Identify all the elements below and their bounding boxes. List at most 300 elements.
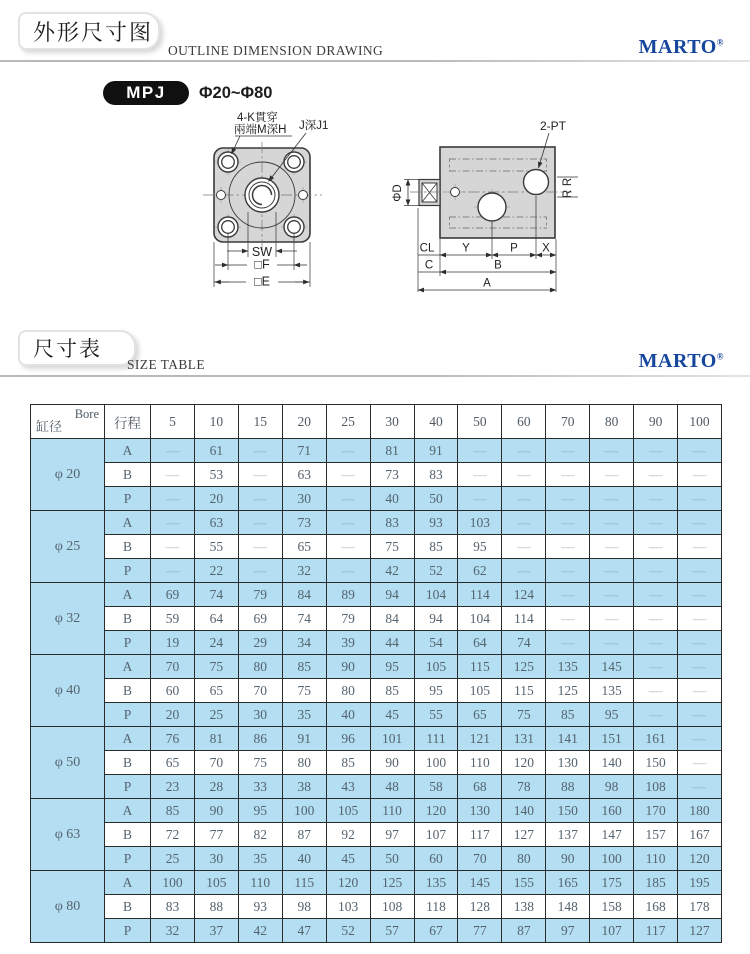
dim-value: 82 bbox=[238, 823, 282, 847]
dim-value: — bbox=[634, 631, 678, 655]
header-divider bbox=[0, 60, 750, 62]
dim-value: — bbox=[502, 535, 546, 559]
dim-row-P bbox=[31, 487, 722, 511]
dimension-drawings bbox=[0, 100, 750, 315]
label-j-depth: J深J1 bbox=[299, 120, 329, 132]
dim-value: 58 bbox=[414, 775, 458, 799]
brand-text: MARTO bbox=[638, 36, 717, 58]
size-table-subtitle: SIZE TABLE bbox=[127, 357, 206, 372]
dim-value: 150 bbox=[546, 799, 590, 823]
dim-row-B bbox=[31, 607, 722, 631]
registered-mark: ® bbox=[716, 37, 724, 48]
dim-value: 83 bbox=[151, 895, 195, 919]
dim-value: 28 bbox=[194, 775, 238, 799]
dim-value: — bbox=[546, 463, 590, 487]
dim-value: 125 bbox=[546, 679, 590, 703]
dim-value: 35 bbox=[282, 703, 326, 727]
dim-value: 135 bbox=[546, 655, 590, 679]
dim-value: 120 bbox=[678, 847, 722, 871]
dim-value: 127 bbox=[678, 919, 722, 943]
dim-value: — bbox=[590, 439, 634, 463]
dim-value: 84 bbox=[370, 607, 414, 631]
dim-label: A bbox=[105, 439, 151, 463]
dim-value: 89 bbox=[326, 583, 370, 607]
dim-value: 81 bbox=[194, 727, 238, 751]
outline-subtitle: OUTLINE DIMENSION DRAWING bbox=[168, 43, 384, 58]
dim-value: — bbox=[590, 463, 634, 487]
dim-value: 137 bbox=[546, 823, 590, 847]
dim-value: 64 bbox=[194, 607, 238, 631]
dim-value: 70 bbox=[238, 679, 282, 703]
dim-label: B bbox=[105, 679, 151, 703]
dim-value: — bbox=[678, 679, 722, 703]
dim-value: 90 bbox=[370, 751, 414, 775]
dim-label: B bbox=[105, 463, 151, 487]
dim-label: A bbox=[105, 799, 151, 823]
dim-value: — bbox=[634, 439, 678, 463]
dim-row-B bbox=[31, 463, 722, 487]
dim-value: 131 bbox=[502, 727, 546, 751]
stroke-col-15: 15 bbox=[238, 405, 282, 439]
dim-value: 30 bbox=[282, 487, 326, 511]
stroke-col-90: 90 bbox=[634, 405, 678, 439]
dim-value: 64 bbox=[458, 631, 502, 655]
dim-row-P bbox=[31, 703, 722, 727]
dim-value: — bbox=[502, 463, 546, 487]
dim-value: — bbox=[634, 703, 678, 727]
dim-value: 60 bbox=[151, 679, 195, 703]
size-table-body bbox=[31, 439, 722, 943]
dim-value: 93 bbox=[414, 511, 458, 535]
dim-value: — bbox=[590, 607, 634, 631]
dim-value: 42 bbox=[238, 919, 282, 943]
dim-value: 25 bbox=[151, 847, 195, 871]
dim-value: 70 bbox=[458, 847, 502, 871]
dim-value: 73 bbox=[282, 511, 326, 535]
dim-row-P bbox=[31, 847, 722, 871]
dim-value: 100 bbox=[590, 847, 634, 871]
dim-value: 53 bbox=[194, 463, 238, 487]
dim-row-A bbox=[31, 511, 722, 535]
dim-row-B bbox=[31, 751, 722, 775]
dim-value: — bbox=[678, 535, 722, 559]
dim-row-A bbox=[31, 583, 722, 607]
dim-value: 118 bbox=[414, 895, 458, 919]
dim-value: 128 bbox=[458, 895, 502, 919]
dim-value: — bbox=[238, 535, 282, 559]
dim-value: 23 bbox=[151, 775, 195, 799]
dim-value: 40 bbox=[370, 487, 414, 511]
stroke-col-100: 100 bbox=[678, 405, 722, 439]
dim-value: — bbox=[502, 559, 546, 583]
dim-label: P bbox=[105, 919, 151, 943]
brand-text: MARTO bbox=[638, 350, 717, 372]
dim-value: — bbox=[678, 751, 722, 775]
dim-value: 72 bbox=[151, 823, 195, 847]
dim-value: — bbox=[590, 631, 634, 655]
dim-value: 120 bbox=[502, 751, 546, 775]
dim-label: A bbox=[105, 871, 151, 895]
air-port-hole bbox=[524, 170, 549, 195]
dim-value: — bbox=[326, 559, 370, 583]
dim-row-B bbox=[31, 823, 722, 847]
dim-value: 97 bbox=[370, 823, 414, 847]
stroke-col-60: 60 bbox=[502, 405, 546, 439]
dim-value: — bbox=[238, 463, 282, 487]
dim-value: 117 bbox=[634, 919, 678, 943]
dim-value: — bbox=[151, 535, 195, 559]
dim-value: 22 bbox=[194, 559, 238, 583]
dim-label: B bbox=[105, 607, 151, 631]
dim-value: 135 bbox=[590, 679, 634, 703]
bore-cell: φ 25 bbox=[31, 511, 105, 583]
dim-value: 95 bbox=[414, 679, 458, 703]
dim-value: 110 bbox=[238, 871, 282, 895]
dim-value: 105 bbox=[326, 799, 370, 823]
dim-value: 90 bbox=[326, 655, 370, 679]
dim-row-A bbox=[31, 439, 722, 463]
dim-value: 150 bbox=[634, 751, 678, 775]
dim-value: 120 bbox=[414, 799, 458, 823]
dim-label: A bbox=[105, 655, 151, 679]
dim-value: 95 bbox=[370, 655, 414, 679]
dim-value: 75 bbox=[238, 751, 282, 775]
dim-value: — bbox=[546, 535, 590, 559]
dim-row-P bbox=[31, 559, 722, 583]
dim-value: — bbox=[326, 487, 370, 511]
dim-value: 141 bbox=[546, 727, 590, 751]
size-table bbox=[30, 404, 722, 943]
dim-value: 83 bbox=[414, 463, 458, 487]
dim-value: 80 bbox=[326, 679, 370, 703]
dim-value: 125 bbox=[502, 655, 546, 679]
dim-value: 97 bbox=[546, 919, 590, 943]
dim-value: — bbox=[634, 511, 678, 535]
dim-value: 117 bbox=[458, 823, 502, 847]
dim-value: 75 bbox=[282, 679, 326, 703]
dim-value: — bbox=[546, 439, 590, 463]
dim-value: 19 bbox=[151, 631, 195, 655]
dim-value: — bbox=[678, 487, 722, 511]
dim-value: 104 bbox=[414, 583, 458, 607]
dim-label: P bbox=[105, 559, 151, 583]
dim-value: 110 bbox=[458, 751, 502, 775]
dim-label: A bbox=[105, 511, 151, 535]
dim-value: 44 bbox=[370, 631, 414, 655]
dim-label: P bbox=[105, 847, 151, 871]
dim-value: 95 bbox=[238, 799, 282, 823]
dim-value: 100 bbox=[151, 871, 195, 895]
dim-value: — bbox=[151, 559, 195, 583]
dim-value: 145 bbox=[590, 655, 634, 679]
dim-value: — bbox=[151, 463, 195, 487]
dim-value: 96 bbox=[326, 727, 370, 751]
dim-value: — bbox=[678, 511, 722, 535]
dim-value: 108 bbox=[634, 775, 678, 799]
size-table-title: 尺寸表 bbox=[33, 337, 102, 361]
dim-value: 107 bbox=[590, 919, 634, 943]
dim-x-label: X bbox=[542, 242, 550, 255]
dim-value: 121 bbox=[458, 727, 502, 751]
dim-value: 70 bbox=[194, 751, 238, 775]
rod-boss bbox=[245, 178, 279, 212]
dim-value: 24 bbox=[194, 631, 238, 655]
dim-value: 157 bbox=[634, 823, 678, 847]
dim-value: 160 bbox=[590, 799, 634, 823]
dim-value: — bbox=[238, 559, 282, 583]
dim-value: 130 bbox=[458, 799, 502, 823]
dim-value: — bbox=[546, 583, 590, 607]
dim-c-label: C bbox=[424, 259, 434, 272]
dim-value: 100 bbox=[414, 751, 458, 775]
dim-value: 88 bbox=[546, 775, 590, 799]
dim-value: 103 bbox=[458, 511, 502, 535]
bore-cell: φ 40 bbox=[31, 655, 105, 727]
dim-value: — bbox=[590, 487, 634, 511]
dim-value: 65 bbox=[282, 535, 326, 559]
dim-value: 87 bbox=[282, 823, 326, 847]
dim-value: 95 bbox=[458, 535, 502, 559]
dim-value: 62 bbox=[458, 559, 502, 583]
dim-value: 70 bbox=[151, 655, 195, 679]
outline-title: 外形尺寸图 bbox=[33, 19, 154, 45]
dim-value: 84 bbox=[282, 583, 326, 607]
dim-value: — bbox=[238, 511, 282, 535]
dim-value: 55 bbox=[194, 535, 238, 559]
dim-value: 45 bbox=[370, 703, 414, 727]
dim-row-A bbox=[31, 655, 722, 679]
dim-value: — bbox=[238, 487, 282, 511]
dim-value: 158 bbox=[590, 895, 634, 919]
stroke-col-10: 10 bbox=[194, 405, 238, 439]
dim-value: 60 bbox=[414, 847, 458, 871]
dim-value: — bbox=[458, 487, 502, 511]
dim-value: 85 bbox=[546, 703, 590, 727]
dim-r-upper-label: R bbox=[562, 177, 574, 187]
dim-row-P bbox=[31, 631, 722, 655]
dim-value: — bbox=[678, 727, 722, 751]
dim-value: 90 bbox=[194, 799, 238, 823]
dim-value: 98 bbox=[282, 895, 326, 919]
size-table-header-row bbox=[31, 405, 722, 439]
dim-value: 85 bbox=[282, 655, 326, 679]
dim-value: 39 bbox=[326, 631, 370, 655]
dim-value: 77 bbox=[194, 823, 238, 847]
bore-cell: φ 80 bbox=[31, 871, 105, 943]
dim-value: 74 bbox=[502, 631, 546, 655]
dim-value: 140 bbox=[502, 799, 546, 823]
dim-value: 115 bbox=[458, 655, 502, 679]
dim-value: 42 bbox=[370, 559, 414, 583]
dim-value: — bbox=[634, 559, 678, 583]
dim-value: — bbox=[151, 511, 195, 535]
dim-value: 90 bbox=[546, 847, 590, 871]
dim-value: 65 bbox=[151, 751, 195, 775]
dim-value: 105 bbox=[414, 655, 458, 679]
stroke-col-80: 80 bbox=[590, 405, 634, 439]
dim-value: 110 bbox=[370, 799, 414, 823]
stroke-col-30: 30 bbox=[370, 405, 414, 439]
dim-label: B bbox=[105, 535, 151, 559]
label-k-holes-line1: 4-K貫穿 bbox=[237, 112, 278, 124]
dim-value: 105 bbox=[458, 679, 502, 703]
dim-value: — bbox=[326, 511, 370, 535]
dim-value: 25 bbox=[194, 703, 238, 727]
dim-value: 114 bbox=[502, 607, 546, 631]
dim-value: 178 bbox=[678, 895, 722, 919]
dim-value: 161 bbox=[634, 727, 678, 751]
dim-value: 59 bbox=[151, 607, 195, 631]
dim-value: — bbox=[502, 439, 546, 463]
dim-value: 88 bbox=[194, 895, 238, 919]
dim-value: 124 bbox=[502, 583, 546, 607]
dim-label: B bbox=[105, 823, 151, 847]
bore-label-en: Bore bbox=[74, 407, 99, 421]
dim-label: P bbox=[105, 775, 151, 799]
dim-cl-label: CL bbox=[419, 242, 435, 255]
dim-value: — bbox=[678, 631, 722, 655]
dim-label: A bbox=[105, 727, 151, 751]
dim-value: — bbox=[238, 439, 282, 463]
dim-value: 167 bbox=[678, 823, 722, 847]
dim-value: 115 bbox=[502, 679, 546, 703]
dim-value: 35 bbox=[238, 847, 282, 871]
dim-value: — bbox=[678, 559, 722, 583]
dim-value: — bbox=[326, 463, 370, 487]
dim-value: — bbox=[634, 487, 678, 511]
dim-a-label: A bbox=[483, 277, 491, 290]
dim-value: 77 bbox=[458, 919, 502, 943]
dim-value: 69 bbox=[151, 583, 195, 607]
dim-value: 37 bbox=[194, 919, 238, 943]
dim-value: 63 bbox=[194, 511, 238, 535]
dim-label: A bbox=[105, 583, 151, 607]
dim-value: 76 bbox=[151, 727, 195, 751]
dim-value: 75 bbox=[370, 535, 414, 559]
dim-value: — bbox=[546, 607, 590, 631]
brand-logo bbox=[639, 36, 724, 59]
dim-label: B bbox=[105, 751, 151, 775]
stroke-col-5: 5 bbox=[151, 405, 195, 439]
dim-value: — bbox=[546, 511, 590, 535]
dim-value: — bbox=[590, 511, 634, 535]
dim-r-lower-label: R bbox=[562, 189, 574, 199]
rod-end-boss bbox=[419, 180, 440, 206]
dim-value: — bbox=[326, 535, 370, 559]
dim-value: 138 bbox=[502, 895, 546, 919]
dim-value: 105 bbox=[194, 871, 238, 895]
dim-value: 65 bbox=[458, 703, 502, 727]
dim-value: 86 bbox=[238, 727, 282, 751]
bore-cell: φ 20 bbox=[31, 439, 105, 511]
label-port: 2-PT bbox=[539, 119, 567, 133]
dim-value: 74 bbox=[194, 583, 238, 607]
dim-value: 20 bbox=[194, 487, 238, 511]
dim-value: — bbox=[502, 487, 546, 511]
dim-value: 29 bbox=[238, 631, 282, 655]
dim-value: 92 bbox=[326, 823, 370, 847]
dim-value: 127 bbox=[502, 823, 546, 847]
dim-value: — bbox=[151, 439, 195, 463]
dim-row-A bbox=[31, 727, 722, 751]
dim-value: 87 bbox=[502, 919, 546, 943]
dim-value: 65 bbox=[194, 679, 238, 703]
dim-value: 85 bbox=[326, 751, 370, 775]
dim-value: 120 bbox=[326, 871, 370, 895]
size-table-title-box bbox=[18, 330, 136, 366]
dim-value: 33 bbox=[238, 775, 282, 799]
front-view-drawing bbox=[203, 110, 328, 289]
dim-value: 30 bbox=[238, 703, 282, 727]
dim-value: — bbox=[634, 535, 678, 559]
dim-value: 165 bbox=[546, 871, 590, 895]
dim-row-B bbox=[31, 535, 722, 559]
dim-value: 80 bbox=[502, 847, 546, 871]
dim-p-label: P bbox=[510, 242, 518, 255]
dim-value: 50 bbox=[370, 847, 414, 871]
dim-value: — bbox=[678, 607, 722, 631]
dim-value: 147 bbox=[590, 823, 634, 847]
dim-value: 151 bbox=[590, 727, 634, 751]
bore-header-cell bbox=[31, 405, 105, 439]
dim-value: 168 bbox=[634, 895, 678, 919]
outline-title-box bbox=[18, 12, 160, 50]
dim-value: 107 bbox=[414, 823, 458, 847]
stroke-col-25: 25 bbox=[326, 405, 370, 439]
dim-value: 195 bbox=[678, 871, 722, 895]
dim-value: — bbox=[546, 487, 590, 511]
dim-value: 20 bbox=[151, 703, 195, 727]
dim-value: 114 bbox=[458, 583, 502, 607]
dim-f-label: □F bbox=[254, 257, 270, 272]
dim-value: 55 bbox=[414, 703, 458, 727]
dim-value: — bbox=[151, 487, 195, 511]
dim-label: P bbox=[105, 487, 151, 511]
dim-value: 79 bbox=[238, 583, 282, 607]
dim-value: 32 bbox=[282, 559, 326, 583]
dim-label: P bbox=[105, 703, 151, 727]
dim-value: 80 bbox=[238, 655, 282, 679]
dim-value: 180 bbox=[678, 799, 722, 823]
dim-row-A bbox=[31, 799, 722, 823]
dim-value: 175 bbox=[590, 871, 634, 895]
bore-cell: φ 63 bbox=[31, 799, 105, 871]
dim-value: 67 bbox=[414, 919, 458, 943]
dim-value: 40 bbox=[326, 703, 370, 727]
stroke-col-20: 20 bbox=[282, 405, 326, 439]
dim-value: 54 bbox=[414, 631, 458, 655]
dim-value: 71 bbox=[282, 439, 326, 463]
dim-row-P bbox=[31, 919, 722, 943]
dim-sw-label: SW bbox=[251, 245, 273, 259]
dim-value: — bbox=[546, 631, 590, 655]
dim-value: 111 bbox=[414, 727, 458, 751]
dim-value: 140 bbox=[590, 751, 634, 775]
dim-value: — bbox=[678, 703, 722, 727]
dim-value: 74 bbox=[282, 607, 326, 631]
dim-value: 148 bbox=[546, 895, 590, 919]
model-badge: MPJ bbox=[103, 81, 189, 105]
dim-value: 125 bbox=[370, 871, 414, 895]
dim-value: — bbox=[326, 439, 370, 463]
dim-value: 91 bbox=[282, 727, 326, 751]
dim-value: — bbox=[458, 463, 502, 487]
side-view-drawing bbox=[392, 119, 578, 292]
dim-value: 43 bbox=[326, 775, 370, 799]
dim-value: 61 bbox=[194, 439, 238, 463]
dim-value: — bbox=[546, 559, 590, 583]
dim-value: 38 bbox=[282, 775, 326, 799]
